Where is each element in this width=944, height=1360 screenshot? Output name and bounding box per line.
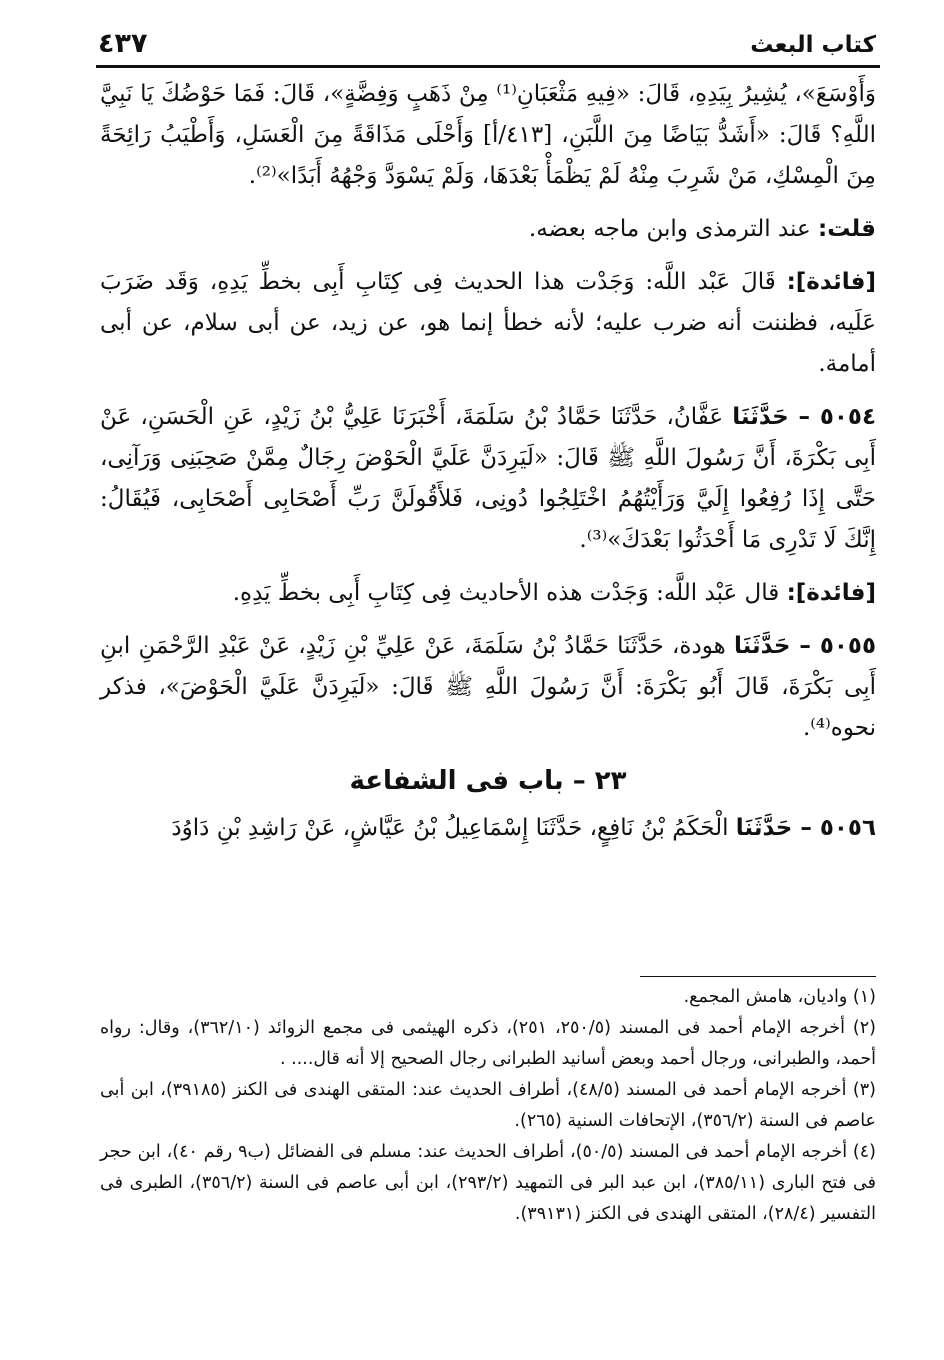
- faidah-1: [100, 262, 876, 385]
- hadith-number: ٥٠٥٤ – حَدَّثَنَا: [732, 404, 876, 430]
- footnotes: [100, 982, 876, 1230]
- main-text: [100, 74, 876, 849]
- footnote-rule: [640, 976, 876, 977]
- hadith-text: عَفَّانُ، حَدَّثَنَا حَمَّادُ بْنُ سَلَمَةَ، أَخْبَرَنَا عَلِيُّ بْنُ زَيْدٍ، عَنِ الْحَسَنِ، عَنْ أَبِى بَكْرَةَ، أَنَّ رَسُولَ اللَّهِ ﷺ قَالَ: «لَيَرِدَنَّ عَلَيَّ الْحَوْضَ رِجَالٌ مِمَّنْ صَحِبَنِى وَرَآنِى، حَتَّى إِذَا رُفِعُوا إِلَيَّ وَرَأَيْتُهُمُ اخْتَلِجُوا دُونِى، فَلأَقُولَنَّ رَبِّ أَصْحَابِى أَصْحَابِى، فَيُقَالُ: إِنَّكَ لَا تَدْرِى مَا أَحْدَثُوا بَعْدَكَ»⁽³⁾.: [100, 404, 876, 553]
- faidah-text: قال عَبْد اللَّه: وَجَدْت هذه الأحاديث فِى كِتَابِ أَبِى بخطِّ يَدِهِ.: [232, 580, 787, 606]
- footnote-4: (٤) أخرجه الإمام أحمد فى المسند (٥٠/٥)، أطراف الحديث عند: مسلم فى الفضائل (ب٩ رقم ٤٠)، ابن حجر فى فتح البارى (٣٨٥/١١)، ابن عبد البر فى التمهيد (٢٩٣/٢)، ابن أبى عاصم فى السنة (٣٥٦/٢)، الطبرى فى التفسير (٢٨/٤)، المتقى الهندى فى الكنز (٣٩١٣١).: [100, 1142, 876, 1224]
- hadith-5056: [100, 808, 876, 849]
- footnote-3: (٣) أخرجه الإمام أحمد فى المسند (٤٨/٥)، أطراف الحديث عند: المتقى الهندى فى الكنز (٣٩١٨٥)، ابن أبى عاصم فى السنة (٣٥٦/٢)، الإتحافات السنية (٢٦٥).: [100, 1080, 876, 1131]
- hadith-text: الْحَكَمُ بْنُ نَافِعٍ، حَدَّثَنَا إِسْمَاعِيلُ بْنُ عَيَّاشٍ، عَنْ رَاشِدِ بْنِ دَاوُدَ: [171, 815, 736, 841]
- hadith-continuation: وَأَوْسَعَ»، يُشِيرُ بِيَدِهِ، قَالَ: «فِيهِ مَثْعَبَانِ⁽¹⁾ مِنْ ذَهَبٍ وَفِضَّةٍ»، قَالَ: فَمَا حَوْضُكَ يَا نَبِيَّ اللَّهِ؟ قَالَ: «أَشَدُّ بَيَاضًا مِنَ اللَّبَنِ، [٤١٣/أ] وَأَحْلَى مَذَاقَةً مِنَ الْعَسَلِ، وَأَطْيَبُ رَائِحَةً مِنَ الْمِسْكِ، مَنْ شَرِبَ مِنْهُ لَمْ يَظْمَأْ بَعْدَهَا، وَلَمْ يَسْوَدَّ وَجْهُهُ أَبَدًا»⁽²⁾.: [100, 81, 876, 189]
- footnote-2: (٢) أخرجه الإمام أحمد فى المسند (٢٥٠/٥، ٢٥١)، ذكره الهيثمى فى مجمع الزوائد (٣٦٢/١٠)، وقال: رواه أحمد، والطبرانى، ورجال أحمد وبعض أسانيد الطبرانى رجال الصحيح إلا أنه قال.... .: [100, 1018, 876, 1069]
- hadith-5055: [100, 626, 876, 749]
- faidah-text: قَالَ عَبْد اللَّه: وَجَدْت هذا الحديث فِى كِتَابِ أَبِى بخطِّ يَدِهِ، وَقَد ضَرَبَ عَلَيه، فظننت أنه ضرب عليه؛ لأنه خطأ إنما هو، عن زيد، عن أبى سلام، عن أبى أمامة.: [100, 269, 876, 377]
- note-text: عند الترمذى وابن ماجه بعضه.: [528, 216, 818, 242]
- hadith-5054: [100, 397, 876, 561]
- faidah-2: [100, 573, 876, 614]
- faidah-label: [فائدة]:: [786, 269, 876, 295]
- page-number: ٤٣٧: [98, 28, 148, 59]
- page-header: [96, 18, 880, 66]
- faidah-label: [فائدة]:: [786, 580, 876, 606]
- hadith-text: هودة، حَدَّثَنَا حَمَّادُ بْنُ سَلَمَةَ، عَنْ عَلِيِّ بْنِ زَيْدٍ، عَنْ عَبْدِ الرَّحْمَنِ ابنِ أَبِى بَكْرَةَ، قَالَ أَبُو بَكْرَةَ: أَنَّ رَسُولَ اللَّهِ ﷺ قَالَ: «لَيَرِدَنَّ عَلَيَّ الْحَوْضَ»، فذكر نحوه⁽⁴⁾.: [100, 633, 876, 741]
- running-title: كتاب البعث: [750, 32, 876, 58]
- hadith-number: ٥٠٥٥ – حَدَّثَنَا: [733, 633, 876, 659]
- note-label: قلت:: [818, 216, 876, 242]
- footnote-1: (١) واديان، هامش المجمع.: [683, 987, 876, 1007]
- hadith-number: ٥٠٥٦ – حَدَّثَنَا: [735, 815, 876, 841]
- note-qultu: [100, 209, 876, 250]
- chapter-heading: ٢٣ – باب فى الشفاعة: [349, 766, 627, 796]
- header-rule: [96, 65, 880, 68]
